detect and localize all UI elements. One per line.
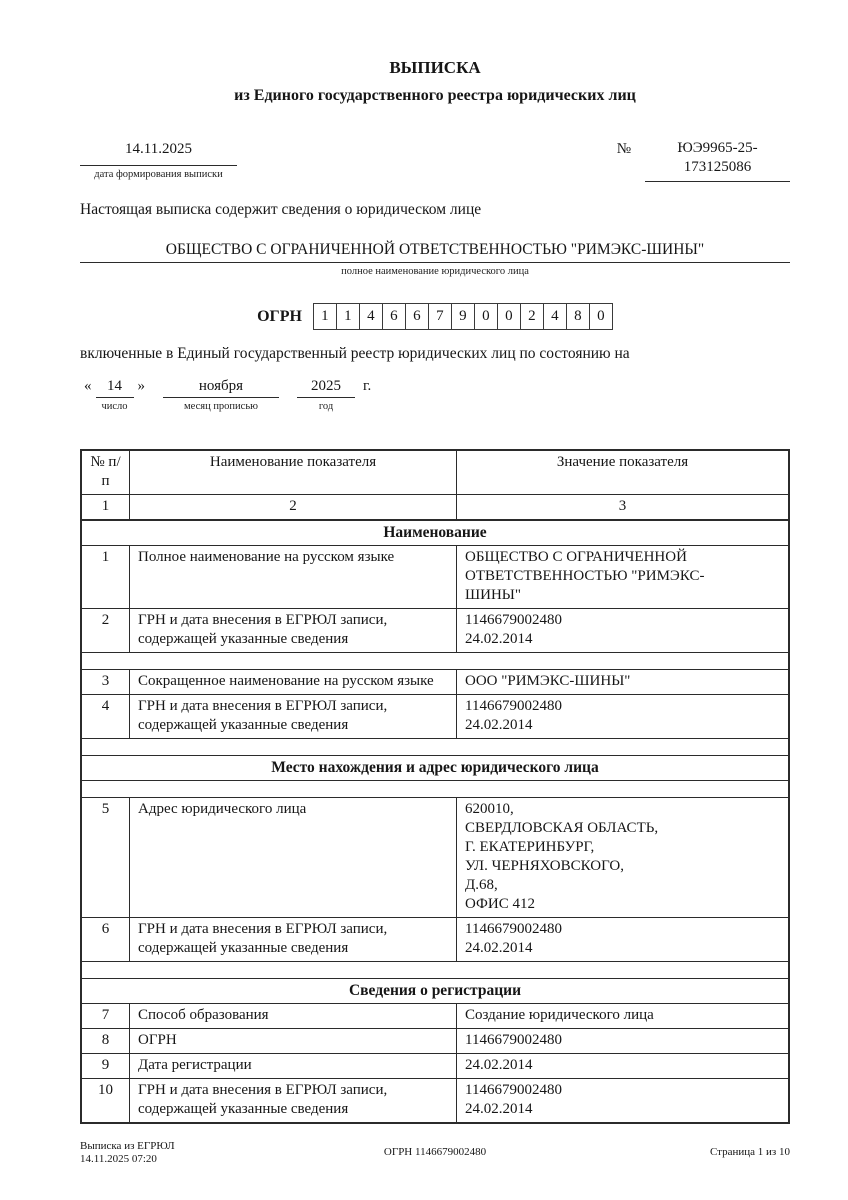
- value-line: Г. ЕКАТЕРИНБУРГ,: [465, 839, 595, 855]
- formation-date: 14.11.2025: [80, 139, 237, 166]
- ogrn-digit-box: 4: [543, 303, 567, 330]
- footer-timestamp: 14.11.2025 07:20: [80, 1153, 157, 1165]
- table-header-cell: Наименование показателя: [130, 451, 457, 494]
- table-section-header: Наименование: [82, 520, 788, 545]
- ogrn-digit-box: 0: [589, 303, 613, 330]
- table-header-cell: 2: [130, 495, 457, 519]
- row-number-cell: 2: [82, 609, 130, 652]
- company-name-caption: полное наименование юридического лица: [341, 266, 529, 277]
- row-number-cell: 8: [82, 1029, 130, 1053]
- as-of-date-line: [80, 376, 790, 413]
- included-statement: включенные в Единый государственный реестр юридических лиц по состоянию на: [80, 345, 630, 362]
- footer-doc-info: [80, 1140, 317, 1166]
- value-line: 1146679002480: [465, 1082, 562, 1098]
- value-line: 1146679002480: [465, 921, 562, 937]
- table-row: [82, 1053, 788, 1078]
- row-number-cell: 3: [82, 670, 130, 694]
- number-sign: №: [616, 141, 631, 157]
- ogrn-digit-box: 1: [336, 303, 360, 330]
- value-line: ОФИС 412: [465, 896, 535, 912]
- day-segment: [96, 376, 134, 413]
- ogrn-digit-box: 9: [451, 303, 475, 330]
- table-column-numbers-row: [82, 494, 788, 520]
- value-line: ШИНЫ": [465, 587, 522, 603]
- row-number-cell: 6: [82, 918, 130, 961]
- year-suffix: г.: [363, 378, 372, 394]
- formation-date-block: [80, 139, 237, 181]
- value-line: ОБЩЕСТВО С ОГРАНИЧЕННОЙ: [465, 549, 687, 565]
- indicator-value-cell: [457, 546, 788, 608]
- ogrn-digit-box: 0: [474, 303, 498, 330]
- ogrn-digit-box: 7: [428, 303, 452, 330]
- row-number-cell: 7: [82, 1004, 130, 1028]
- value-line: 1146679002480: [465, 1032, 562, 1048]
- day-caption: число: [101, 401, 128, 412]
- indicator-name-cell: ГРН и дата внесения в ЕГРЮЛ записи, содержащей указанные сведения: [130, 1079, 457, 1122]
- table-row: [82, 545, 788, 608]
- ogrn-digit-box: 6: [382, 303, 406, 330]
- company-name: ОБЩЕСТВО С ОГРАНИЧЕННОЙ ОТВЕТСТВЕННОСТЬЮ "РИМЭКС-ШИНЫ": [80, 240, 790, 263]
- intro-statement: Настоящая выписка содержит сведения о юридическом лице: [80, 201, 482, 218]
- value-line: 24.02.2014: [465, 1057, 533, 1073]
- table-row: [82, 797, 788, 917]
- ogrn-digit-box: 6: [405, 303, 429, 330]
- meta-row: [80, 139, 790, 182]
- value-line: УЛ. ЧЕРНЯХОВСКОГО,: [465, 858, 624, 874]
- ogrn-digit-box: 1: [313, 303, 337, 330]
- month-segment: [163, 376, 279, 413]
- indicator-value-cell: [457, 670, 788, 694]
- ogrn-digit-box: 2: [520, 303, 544, 330]
- indicator-name-cell: Способ образования: [130, 1004, 457, 1028]
- extract-number-block: [617, 139, 790, 182]
- extract-number-line2: 173125086: [683, 159, 752, 175]
- year-caption: год: [318, 401, 334, 412]
- ogrn-digit-box: 0: [497, 303, 521, 330]
- table-spacer-row: [82, 780, 788, 797]
- table-header-cell: 1: [82, 495, 130, 519]
- table-spacer-row: [82, 961, 788, 978]
- row-number-cell: 9: [82, 1054, 130, 1078]
- document-title: ВЫПИСКА: [389, 58, 481, 77]
- value-line: 1146679002480: [465, 612, 562, 628]
- value-line: 24.02.2014: [465, 717, 533, 733]
- table-row: [82, 1078, 788, 1122]
- row-number-cell: 5: [82, 798, 130, 917]
- table-header-cell: № п/п: [82, 451, 130, 494]
- table-row: [82, 917, 788, 961]
- table-row: [82, 669, 788, 694]
- indicator-name-cell: ГРН и дата внесения в ЕГРЮЛ записи, содержащей указанные сведения: [130, 695, 457, 738]
- value-line: ОТВЕТСТВЕННОСТЬЮ "РИМЭКС-: [465, 568, 705, 584]
- table-header-row: [82, 451, 788, 494]
- indicator-name-cell: Адрес юридического лица: [130, 798, 457, 917]
- year-value: 2025: [297, 376, 355, 398]
- row-number-cell: 10: [82, 1079, 130, 1122]
- value-line: ООО "РИМЭКС-ШИНЫ": [465, 673, 631, 689]
- row-number-cell: 1: [82, 546, 130, 608]
- page-footer: [80, 1140, 790, 1166]
- value-line: СВЕРДЛОВСКАЯ ОБЛАСТЬ,: [465, 820, 659, 836]
- value-line: 24.02.2014: [465, 940, 533, 956]
- open-quote: «: [84, 378, 92, 394]
- page-content: [80, 0, 790, 1124]
- ogrn-digit-box: 8: [566, 303, 590, 330]
- indicator-value-cell: [457, 695, 788, 738]
- ogrn-row: [80, 303, 790, 330]
- table-row: [82, 1003, 788, 1028]
- day-value: 14: [96, 376, 134, 398]
- table-row: [82, 1028, 788, 1053]
- indicator-name-cell: ОГРН: [130, 1029, 457, 1053]
- value-line: 24.02.2014: [465, 631, 533, 647]
- value-line: Д.68,: [465, 877, 498, 893]
- year-segment: [297, 376, 355, 413]
- table-section-header: Место нахождения и адрес юридического лица: [82, 755, 788, 780]
- footer-page-number: Страница 1 из 10: [709, 1146, 791, 1158]
- register-table: [80, 449, 790, 1124]
- indicator-value-cell: [457, 918, 788, 961]
- indicator-name-cell: ГРН и дата внесения в ЕГРЮЛ записи, содержащей указанные сведения: [130, 918, 457, 961]
- value-line: Создание юридического лица: [465, 1007, 654, 1023]
- month-value: ноября: [163, 376, 279, 398]
- table-spacer-row: [82, 738, 788, 755]
- month-caption: месяц прописью: [184, 401, 258, 412]
- table-header-cell: 3: [618, 498, 627, 514]
- close-quote: »: [137, 378, 145, 394]
- footer-doc-title: Выписка из ЕГРЮЛ: [80, 1140, 175, 1152]
- value-line: 24.02.2014: [465, 1101, 533, 1117]
- indicator-value-cell: [457, 609, 788, 652]
- indicator-value-cell: [457, 1029, 788, 1053]
- extract-number-line1: ЮЭ9965-25-: [677, 140, 758, 156]
- formation-date-caption: дата формирования выписки: [94, 169, 223, 180]
- value-line: 1146679002480: [465, 698, 562, 714]
- table-spacer-row: [82, 652, 788, 669]
- indicator-value-cell: [457, 1004, 788, 1028]
- footer-ogrn: ОГРН 1146679002480: [383, 1146, 487, 1158]
- indicator-name-cell: Полное наименование на русском языке: [130, 546, 457, 608]
- indicator-value-cell: [457, 1079, 788, 1122]
- document-subtitle: из Единого государственного реестра юридических лиц: [234, 87, 636, 104]
- extract-number: [645, 139, 790, 182]
- table-section-header: Сведения о регистрации: [82, 978, 788, 1003]
- indicator-name-cell: ГРН и дата внесения в ЕГРЮЛ записи, содержащей указанные сведения: [130, 609, 457, 652]
- indicator-value-cell: [457, 798, 788, 917]
- table-row: [82, 608, 788, 652]
- table-row: [82, 694, 788, 738]
- value-line: 620010,: [465, 801, 514, 817]
- indicator-name-cell: Сокращенное наименование на русском языке: [130, 670, 457, 694]
- indicator-value-cell: [457, 1054, 788, 1078]
- ogrn-digit-boxes: [313, 303, 613, 330]
- indicator-name-cell: Дата регистрации: [130, 1054, 457, 1078]
- ogrn-digit-box: 4: [359, 303, 383, 330]
- ogrn-label: ОГРН: [257, 307, 302, 325]
- table-header-cell: Значение показателя: [556, 454, 689, 470]
- row-number-cell: 4: [82, 695, 130, 738]
